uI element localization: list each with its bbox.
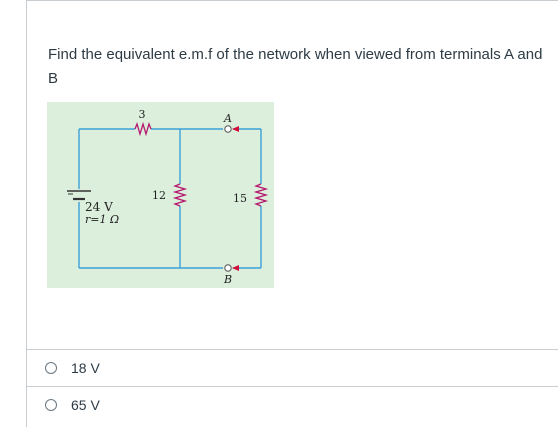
answer-label-1: 18 V — [71, 360, 100, 376]
terminal-b-arrow — [232, 265, 239, 271]
label-r-top: 3 — [138, 108, 146, 121]
radio-button-2[interactable] — [45, 399, 57, 411]
label-terminal-a: A — [224, 112, 232, 125]
answer-option-1[interactable] — [27, 350, 558, 386]
battery-symbol — [67, 191, 91, 199]
label-source-resistance: r=1 Ω — [85, 213, 120, 226]
answer-option-2[interactable] — [27, 387, 558, 423]
label-r-middle: 12 — [152, 189, 166, 202]
resistor-top — [135, 124, 151, 134]
terminal-a-node — [225, 126, 231, 132]
terminal-b-node — [225, 265, 231, 271]
terminal-a-arrow — [232, 126, 239, 132]
circuit-diagram — [47, 102, 274, 288]
label-r-right: 15 — [233, 192, 247, 205]
question-card — [26, 0, 558, 427]
resistor-middle — [175, 184, 185, 206]
resistor-right — [256, 184, 266, 206]
radio-button-1[interactable] — [45, 362, 57, 374]
question-text: Find the equivalent e.m.f of the network when viewed from terminals A and B — [48, 46, 543, 87]
label-terminal-b: B — [223, 273, 233, 286]
answer-label-2: 65 V — [71, 397, 100, 413]
label-source-emf: 24 V — [85, 200, 113, 214]
circuit-svg — [47, 102, 274, 288]
